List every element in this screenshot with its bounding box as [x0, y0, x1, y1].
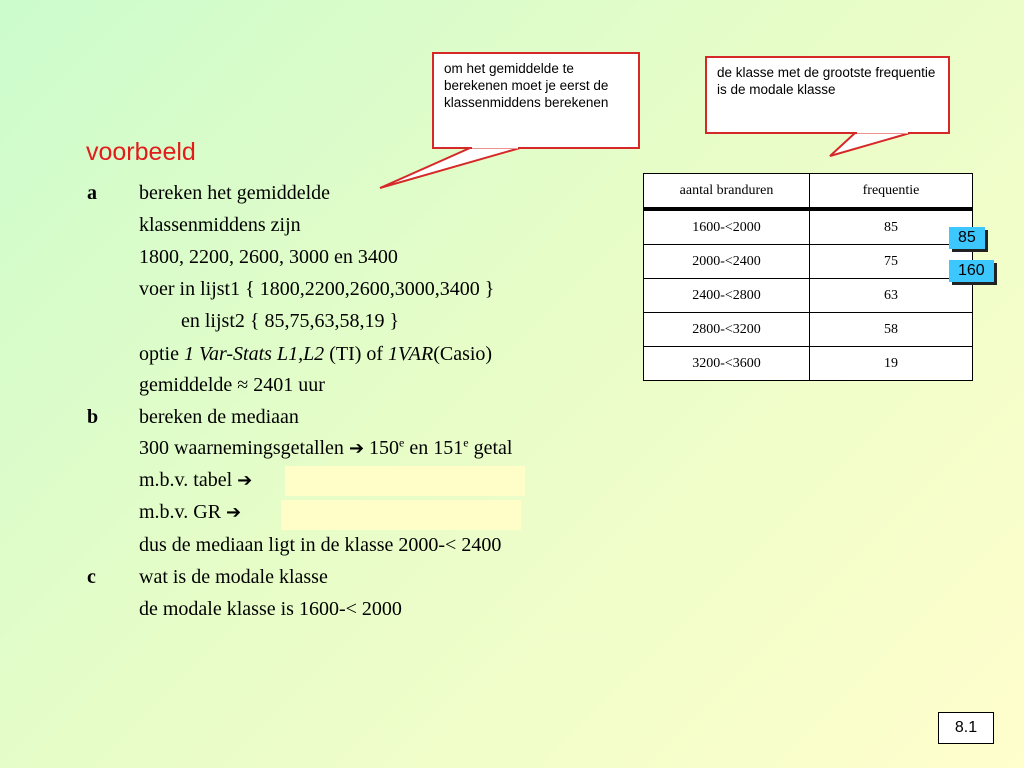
note-cumulative-1: 85 — [949, 227, 985, 249]
arrow-right-icon: ➔ — [348, 438, 365, 459]
optie-mid: (TI) of — [329, 343, 384, 365]
header-frequentie: frequentie — [810, 174, 973, 210]
label-b: b — [87, 406, 99, 428]
line-a3: 1800, 2200, 2600, 3000 en 3400 — [139, 246, 398, 268]
label-a: a — [87, 182, 97, 204]
table-row — [644, 209, 973, 245]
frequency-table — [643, 173, 973, 381]
line-a5: en lijst2 { 85,75,63,58,19 } — [181, 310, 400, 332]
page-number: 8.1 — [938, 712, 994, 744]
cell-frequentie: 19 — [810, 347, 973, 381]
sup-2: e — [463, 435, 469, 450]
line-a2: klassenmiddens zijn — [139, 214, 301, 236]
line-b-gr — [139, 501, 241, 524]
line-b-waarneming — [139, 437, 512, 460]
answer-mask-gr — [281, 500, 521, 530]
optie-suffix: (Casio) — [433, 343, 493, 365]
cell-frequentie: 58 — [810, 313, 973, 347]
sup-1: e — [399, 435, 405, 450]
waarneming-prefix: 300 waarnemingsgetallen — [139, 437, 344, 459]
callout-mode-text: de klasse met de grootste frequentie is de modale klasse — [717, 65, 936, 97]
label-c: c — [87, 566, 96, 588]
cell-frequentie: 85 — [810, 209, 973, 245]
tabel-text: m.b.v. tabel — [139, 469, 233, 491]
line-c-question: wat is de modale klasse — [139, 566, 328, 588]
cell-klasse: 2800-<3200 — [644, 313, 810, 347]
cell-frequentie: 75 — [810, 245, 973, 279]
line-b-conclusion: dus de mediaan ligt in de klasse 2000-< 2400 — [139, 534, 502, 556]
line-a-result: gemiddelde ≈ 2401 uur — [139, 374, 325, 396]
cell-klasse: 2400-<2800 — [644, 279, 810, 313]
line-c-answer: de modale klasse is 1600-< 2000 — [139, 598, 402, 620]
cell-frequentie: 63 — [810, 279, 973, 313]
optie-casio: 1VAR — [388, 343, 434, 365]
table-row — [644, 245, 973, 279]
optie-ti: 1 Var-Stats L1,L2 — [184, 343, 325, 365]
cell-klasse: 1600-<2000 — [644, 209, 810, 245]
table-row — [644, 313, 973, 347]
table-row — [644, 347, 973, 381]
table-header-row — [644, 174, 973, 210]
slide-title: voorbeeld — [86, 138, 196, 166]
optie-prefix: optie — [139, 343, 179, 365]
waarneming-mid: en 151 — [409, 437, 464, 459]
callout-mean-text: om het gemiddelde te berekenen moet je eerst de klassenmiddens berekenen — [444, 61, 609, 110]
line-a4: voer in lijst1 { 1800,2200,2600,3000,3400 } — [139, 278, 495, 300]
line-b-tabel — [139, 469, 252, 492]
cell-klasse: 3200-<3600 — [644, 347, 810, 381]
line-a1: bereken het gemiddelde — [139, 182, 331, 204]
line-a-optie — [139, 343, 492, 366]
gr-text: m.b.v. GR — [139, 501, 222, 523]
answer-mask-tabel — [285, 466, 525, 496]
waarneming-num1: 150 — [369, 437, 400, 459]
arrow-right-icon: ➔ — [237, 470, 253, 491]
line-b1: bereken de mediaan — [139, 406, 299, 428]
arrow-right-icon: ➔ — [226, 502, 242, 523]
note-cumulative-2: 160 — [949, 260, 994, 282]
waarneming-suffix: getal — [473, 437, 513, 459]
header-branduren: aantal branduren — [644, 174, 810, 210]
cell-klasse: 2000-<2400 — [644, 245, 810, 279]
table-row — [644, 279, 973, 313]
